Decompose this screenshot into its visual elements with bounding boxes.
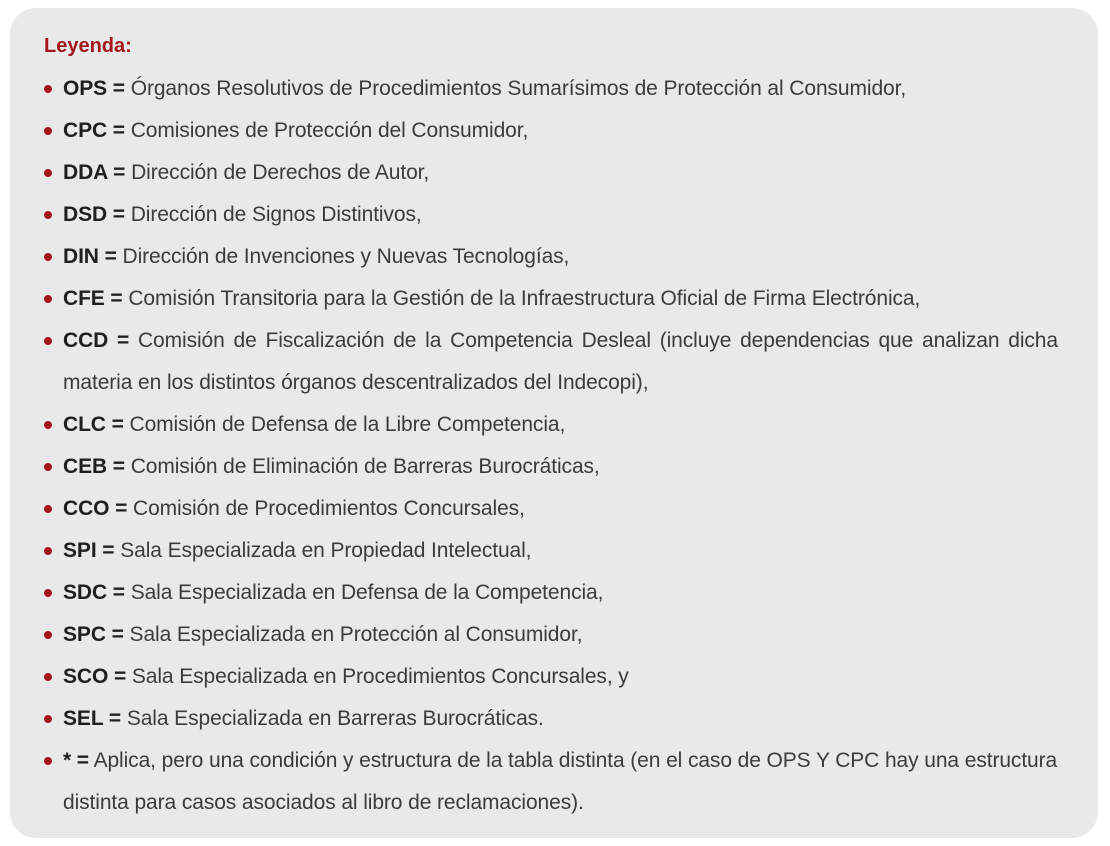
legend-abbr: CCO =: [63, 497, 128, 520]
legend-abbr: SEL =: [63, 707, 122, 730]
legend-item-sco: [44, 656, 1058, 698]
legend-abbr: CCD =: [63, 329, 130, 352]
legend-title: Leyenda:: [44, 35, 132, 57]
legend-item-spc: [44, 614, 1058, 656]
legend-abbr: CEB =: [63, 455, 125, 478]
legend-description: Sala Especializada en Barreras Burocráticas.: [126, 707, 544, 730]
bullet-icon: [44, 463, 52, 471]
bullet-icon: [44, 715, 52, 723]
legend-description: Dirección de Derechos de Autor,: [131, 161, 430, 184]
legend-description: Sala Especializada en Propiedad Intelectual,: [120, 539, 532, 562]
legend-description: Comisión de Procedimientos Concursales,: [133, 497, 525, 520]
legend-item-ops: [44, 68, 1058, 110]
bullet-icon: [44, 589, 52, 597]
legend-abbr: CPC =: [63, 119, 125, 142]
legend-abbr: * =: [63, 749, 89, 772]
legend-item-ccd: [44, 320, 1058, 404]
legend-abbr: CLC =: [63, 413, 124, 436]
legend-abbr: CFE =: [63, 287, 123, 310]
legend-abbr: DSD =: [63, 203, 125, 226]
legend-description: Órganos Resolutivos de Procedimientos Sumarísimos de Protección al Consumidor,: [130, 77, 907, 100]
legend-description: Comisión de Defensa de la Libre Competencia,: [129, 413, 566, 436]
legend-abbr: DIN =: [63, 245, 117, 268]
legend-item-spi: [44, 530, 1058, 572]
legend-box: [10, 8, 1098, 838]
legend-item-sdc: [44, 572, 1058, 614]
legend-item-ceb: [44, 446, 1058, 488]
legend-item-din: [44, 236, 1058, 278]
legend-abbr: SPC =: [63, 623, 124, 646]
legend-abbr: SCO =: [63, 665, 127, 688]
bullet-icon: [44, 127, 52, 135]
legend-description: Sala Especializada en Procedimientos Concursales, y: [131, 665, 629, 688]
bullet-icon: [44, 421, 52, 429]
legend-item-dsd: [44, 194, 1058, 236]
legend-item-sel: [44, 698, 1058, 740]
legend-item-cfe: [44, 278, 1058, 320]
legend-description: Comisiones de Protección del Consumidor,: [130, 119, 529, 142]
legend-description: Comisión Transitoria para la Gestión de la Infraestructura Oficial de Firma Electrónica,: [128, 287, 921, 310]
bullet-icon: [44, 631, 52, 639]
legend-description: Sala Especializada en Defensa de la Competencia,: [130, 581, 604, 604]
bullet-icon: [44, 757, 52, 765]
legend-item-dda: [44, 152, 1058, 194]
bullet-icon: [44, 337, 52, 345]
legend-abbr: SDC =: [63, 581, 125, 604]
legend-abbr: OPS =: [63, 77, 125, 100]
legend-abbr: DDA =: [63, 161, 126, 184]
bullet-icon: [44, 211, 52, 219]
legend-description: Comisión de Eliminación de Barreras Burocráticas,: [130, 455, 600, 478]
legend-description: Dirección de Invenciones y Nuevas Tecnologías,: [122, 245, 570, 268]
legend-item-cpc: [44, 110, 1058, 152]
bullet-icon: [44, 547, 52, 555]
legend-item-asterisk: [44, 740, 1058, 824]
bullet-icon: [44, 505, 52, 513]
legend-abbr: SPI =: [63, 539, 115, 562]
legend-description: Aplica, pero una condición y estructura de la tabla distinta (en el caso de OPS Y CPC hay una estructura distinta para casos asociados al libro de reclamaciones).: [63, 749, 1058, 814]
legend-description: Comisión de Fiscalización de la Competencia Desleal (incluye dependencias que analizan dicha materia en los distintos órganos descentralizados del Indecopi),: [63, 329, 1058, 394]
bullet-icon: [44, 673, 52, 681]
legend-item-clc: [44, 404, 1058, 446]
bullet-icon: [44, 253, 52, 261]
legend-item-cco: [44, 488, 1058, 530]
legend-description: Sala Especializada en Protección al Consumidor,: [129, 623, 583, 646]
bullet-icon: [44, 169, 52, 177]
bullet-icon: [44, 295, 52, 303]
bullet-icon: [44, 85, 52, 93]
legend-list: [44, 68, 1058, 824]
legend-description: Dirección de Signos Distintivos,: [130, 203, 422, 226]
